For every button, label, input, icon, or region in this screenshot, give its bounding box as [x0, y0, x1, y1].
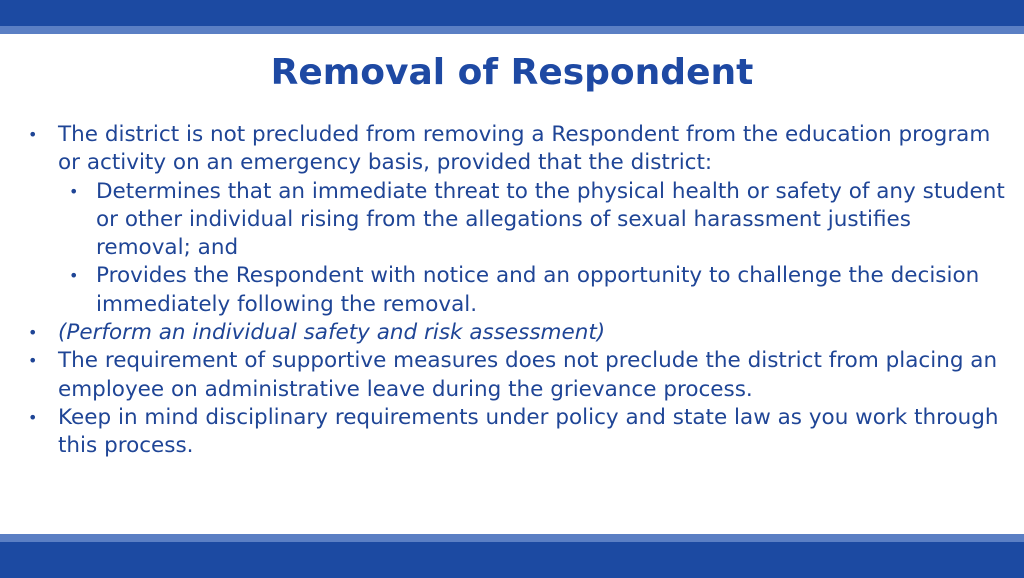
bullet-icon: • — [28, 125, 38, 144]
sub-bullet-item-1 — [58, 178, 1008, 263]
top-header-band — [0, 0, 1024, 26]
bullet-item-1 — [28, 121, 1008, 319]
bullet-icon: • — [28, 407, 38, 427]
bullet-text: (Perform an individual safety and risk assessment) — [58, 320, 606, 346]
bullet-item-2 — [28, 319, 1008, 347]
bullet-item-3 — [28, 347, 1008, 404]
bullet-icon: • — [28, 323, 38, 343]
bullet-item-4 — [28, 404, 1008, 461]
footer-band — [0, 542, 1024, 578]
bullet-list — [28, 121, 1008, 461]
bullet-text: The requirement of supportive measures does not preclude the district from placing an employee on administrative leave during the grievance process. — [58, 348, 998, 402]
bullet-text: The district is not precluded from removing a Respondent from the education program or activity on an emergency basis, provided that the district: — [58, 122, 991, 176]
bullet-icon: • — [69, 181, 79, 201]
slide-content — [28, 121, 1008, 461]
slide-title: Removal of Respondent — [270, 52, 754, 93]
top-header-stripe — [0, 26, 1024, 34]
sub-bullet-list — [58, 178, 1008, 319]
bullet-icon: • — [28, 351, 38, 371]
sub-bullet-text: Provides the Respondent with notice and an opportunity to challenge the decision immediately following the removal. — [96, 263, 980, 317]
footer-stripe — [0, 534, 1024, 542]
bullet-icon: • — [69, 266, 79, 286]
sub-bullet-text: Determines that an immediate threat to the physical health or safety of any student or other individual rising from the allegations of sexual harassment justifies removal; and — [96, 178, 1005, 261]
sub-bullet-item-2 — [58, 262, 1008, 319]
bullet-text: Keep in mind disciplinary requirements under policy and state law as you work through this process. — [58, 404, 999, 459]
